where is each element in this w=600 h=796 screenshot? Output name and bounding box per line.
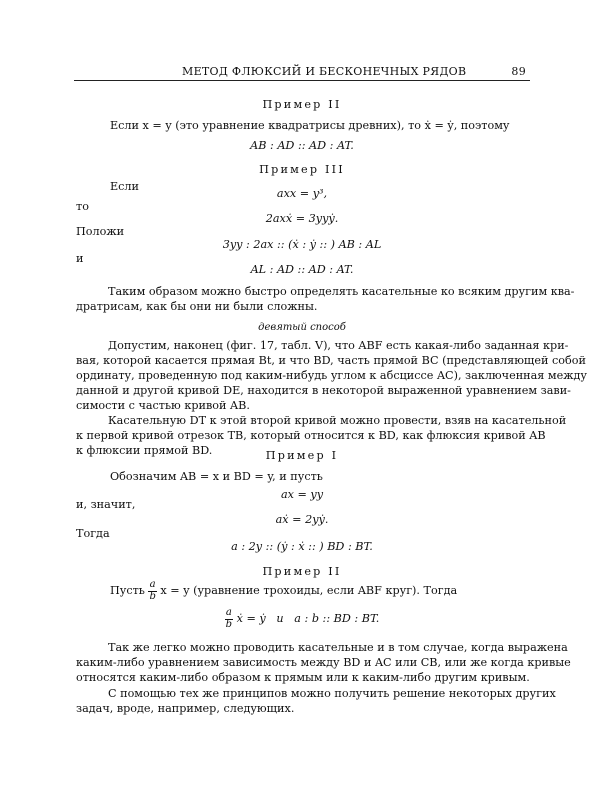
example-3-equation-3: 3yy : 2ax :: (ẋ : ẏ :: ) AB : AL (222, 238, 382, 251)
paragraph-4-line-2: каким-либо уравнением зависимость между BD и AC или CB, или же когда кривые (76, 656, 571, 669)
paragraph-4-line-3: относятся каким-либо образом к прямым или к каким-либо другим кривым. (76, 671, 530, 684)
paragraph-5-line-2: задач, вроде, например, следующих. (76, 702, 295, 715)
example-2-text: Если x = y (это уравнение квадратрисы древних), то ẋ = ẏ, поэтому (110, 119, 510, 132)
example-1-therefore: и, значит, (76, 498, 136, 511)
example-3-then: то (76, 200, 89, 213)
example-3-equation-1: axx = y³, (276, 187, 328, 200)
example-2-equation: AB : AD :: AD : AT. (250, 139, 354, 152)
example-2-heading: Пример II (262, 98, 342, 111)
example-3-and: и (76, 252, 84, 265)
example-1-equation-3: a : 2y :: (ẏ : ẋ :: ) BD : BT. (231, 540, 373, 553)
example-3-let: Положи (76, 225, 125, 238)
example-1-equation-2: aẋ = 2yẏ. (275, 513, 329, 526)
paragraph-2-line-2: вая, которой касается прямая Bt, и что BD, часть прямой BC (представляющей собой (76, 354, 586, 367)
paragraph-2-line-4: данной и другой кривой DE, находится в некоторой выраженной уравнением зави- (76, 384, 571, 397)
example-1-equation-1: ax = yy (280, 488, 324, 501)
paragraph-5-line-1: С помощью тех же принципов можно получить решение некоторых других (108, 687, 556, 700)
paragraph-3-line-1: Касательную DT к этой второй кривой можно провести, взяв на касательной (108, 414, 567, 427)
fraction-numerator: a (225, 607, 232, 618)
paragraph-1-line-2: дратрисам, как бы они ни были сложны. (76, 300, 318, 313)
paragraph-2-line-5: симости с частью кривой AB. (76, 399, 250, 412)
example-2b-fraction (148, 580, 156, 602)
example-2b-equation-rest: ẋ = ẏ и a : b :: BD : BT. (236, 612, 380, 625)
paragraph-3-line-2: к первой кривой отрезок TB, который относится к BD, как флюксия кривой AB (76, 429, 546, 442)
section-title: девятый способ (258, 322, 346, 333)
page-number: 89 (511, 65, 526, 78)
example-2b-text-pre: Пусть (110, 584, 145, 597)
paragraph-3-line-3: к флюксии прямой BD. (76, 444, 213, 457)
fraction-denominator: b (149, 590, 156, 602)
paragraph-4-line-1: Так же легко можно проводить касательные и в том случае, когда выражена (108, 641, 568, 654)
fraction-denominator: b (225, 618, 233, 630)
example-1-then: Тогда (76, 527, 110, 540)
fraction-numerator: a (149, 579, 156, 590)
example-3-heading: Пример III (259, 163, 345, 176)
header-title: МЕТОД ФЛЮКСИЙ И БЕСКОНЕЧНЫХ РЯДОВ (182, 65, 467, 78)
running-header (74, 64, 530, 81)
example-2b-text (110, 580, 457, 602)
paragraph-2-line-3: ординату, проведенную под каким-нибудь углом к абсциссе AC), заключенная между (76, 369, 587, 382)
example-2b-equation (74, 608, 530, 630)
example-1-text: Обозначим AB = x и BD = y, и пусть (110, 470, 323, 483)
example-2b-equation-fraction (225, 608, 233, 630)
paragraph-2-line-1: Допустим, наконец (фиг. 17, табл. V), что ABF есть какая-либо заданная кри- (108, 339, 569, 352)
example-3-if: Если (110, 180, 139, 193)
example-2b-text-post: x = y (уравнение трохоиды, если ABF круг). Тогда (160, 584, 458, 597)
example-3-equation-4: AL : AD :: AD : AT. (250, 263, 354, 276)
example-2b-heading: Пример II (262, 565, 342, 578)
example-3-equation-2: 2axẋ = 3yyẏ. (265, 212, 339, 225)
paragraph-1-line-1: Таким образом можно быстро определять касательные ко всяким другим ква- (108, 285, 575, 298)
example-1-heading: Пример I (265, 449, 339, 462)
